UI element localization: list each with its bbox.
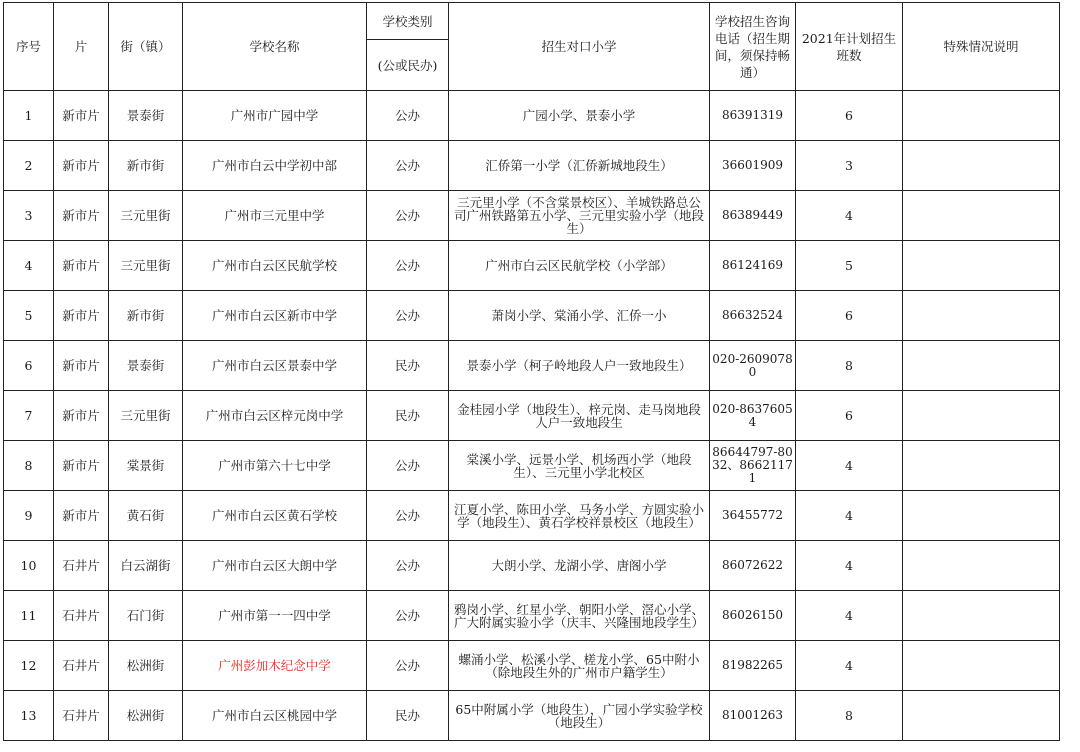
table-row bbox=[4, 441, 1060, 491]
cell-area: 石井片 bbox=[54, 641, 109, 691]
cell-seq: 12 bbox=[4, 641, 54, 691]
cell-seq: 9 bbox=[4, 491, 54, 541]
cell-classes: 4 bbox=[796, 191, 903, 241]
header-seq: 序号 bbox=[4, 3, 54, 91]
header-area: 片 bbox=[54, 3, 109, 91]
cell-phone: 36455772 bbox=[710, 491, 796, 541]
cell-classes: 5 bbox=[796, 241, 903, 291]
cell-area: 新市片 bbox=[54, 191, 109, 241]
cell-seq: 7 bbox=[4, 391, 54, 441]
header-classes: 2021年计划招生班数 bbox=[796, 3, 903, 91]
cell-school-type: 民办 bbox=[367, 691, 449, 741]
cell-seq: 6 bbox=[4, 341, 54, 391]
header-phone: 学校招生咨询电话（招生期间，须保持畅通） bbox=[710, 3, 796, 91]
enrollment-table bbox=[3, 2, 1060, 741]
cell-phone: 36601909 bbox=[710, 141, 796, 191]
table-header bbox=[4, 3, 1060, 91]
cell-street: 新市街 bbox=[109, 291, 183, 341]
header-type-top: 学校类别 bbox=[367, 3, 449, 40]
cell-school-name: 广州市白云中学初中部 bbox=[183, 141, 367, 191]
cell-street: 松洲街 bbox=[109, 691, 183, 741]
table-row bbox=[4, 191, 1060, 241]
cell-school-type: 民办 bbox=[367, 391, 449, 441]
cell-street: 黄石街 bbox=[109, 491, 183, 541]
cell-classes: 6 bbox=[796, 91, 903, 141]
cell-school-type: 公办 bbox=[367, 141, 449, 191]
cell-school-type: 公办 bbox=[367, 591, 449, 641]
cell-classes: 4 bbox=[796, 641, 903, 691]
cell-street: 三元里街 bbox=[109, 191, 183, 241]
cell-school-name: 广州市白云区桃园中学 bbox=[183, 691, 367, 741]
cell-notes bbox=[903, 541, 1060, 591]
cell-street: 三元里街 bbox=[109, 391, 183, 441]
cell-classes: 6 bbox=[796, 391, 903, 441]
cell-classes: 4 bbox=[796, 491, 903, 541]
cell-school-name: 广州市白云区梓元岗中学 bbox=[183, 391, 367, 441]
cell-primary-schools: 大朗小学、龙湖小学、唐阁小学 bbox=[449, 541, 710, 591]
cell-primary-schools: 广园小学、景泰小学 bbox=[449, 91, 710, 141]
cell-area: 新市片 bbox=[54, 141, 109, 191]
table-row bbox=[4, 341, 1060, 391]
cell-primary-schools: 鸦岗小学、红星小学、朝阳小学、滘心小学、广大附属实验小学（庆丰、兴隆围地段学生） bbox=[449, 591, 710, 641]
cell-notes bbox=[903, 91, 1060, 141]
table-body bbox=[4, 91, 1060, 741]
table-row bbox=[4, 591, 1060, 641]
cell-primary-schools: 棠溪小学、远景小学、机场西小学（地段生）、三元里小学北校区 bbox=[449, 441, 710, 491]
cell-area: 新市片 bbox=[54, 441, 109, 491]
cell-school-type: 公办 bbox=[367, 491, 449, 541]
cell-street: 松洲街 bbox=[109, 641, 183, 691]
table-row bbox=[4, 91, 1060, 141]
table-row bbox=[4, 541, 1060, 591]
cell-seq: 10 bbox=[4, 541, 54, 591]
cell-classes: 4 bbox=[796, 591, 903, 641]
header-street: 街（镇） bbox=[109, 3, 183, 91]
header-notes: 特殊情况说明 bbox=[903, 3, 1060, 91]
cell-school-name: 广州市白云区大朗中学 bbox=[183, 541, 367, 591]
cell-area: 新市片 bbox=[54, 341, 109, 391]
cell-primary-schools: 三元里小学（不含棠景校区）、羊城铁路总公司广州铁路第五小学、三元里实验小学（地段生） bbox=[449, 191, 710, 241]
cell-phone: 86389449 bbox=[710, 191, 796, 241]
cell-street: 景泰街 bbox=[109, 341, 183, 391]
cell-primary-schools: 螺涌小学、松溪小学、槎龙小学、65中附小（除地段生外的广州市户籍学生） bbox=[449, 641, 710, 691]
table-row bbox=[4, 141, 1060, 191]
cell-notes bbox=[903, 591, 1060, 641]
cell-school-name: 广州市白云区民航学校 bbox=[183, 241, 367, 291]
cell-phone: 86124169 bbox=[710, 241, 796, 291]
cell-classes: 8 bbox=[796, 341, 903, 391]
cell-seq: 4 bbox=[4, 241, 54, 291]
cell-classes: 4 bbox=[796, 441, 903, 491]
cell-school-type: 公办 bbox=[367, 291, 449, 341]
cell-street: 棠景街 bbox=[109, 441, 183, 491]
table-row bbox=[4, 241, 1060, 291]
cell-classes: 3 bbox=[796, 141, 903, 191]
cell-school-type: 公办 bbox=[367, 441, 449, 491]
cell-notes bbox=[903, 191, 1060, 241]
cell-phone: 81982265 bbox=[710, 641, 796, 691]
table-row bbox=[4, 491, 1060, 541]
cell-notes bbox=[903, 141, 1060, 191]
cell-school-name: 广州市三元里中学 bbox=[183, 191, 367, 241]
header-primary: 招生对口小学 bbox=[449, 3, 710, 91]
cell-school-name: 广州市白云区黄石学校 bbox=[183, 491, 367, 541]
cell-school-type: 公办 bbox=[367, 191, 449, 241]
cell-phone: 86644797-8032、86621171 bbox=[710, 441, 796, 491]
cell-street: 三元里街 bbox=[109, 241, 183, 291]
cell-school-type: 公办 bbox=[367, 241, 449, 291]
cell-phone: 020-26090780 bbox=[710, 341, 796, 391]
cell-phone: 86391319 bbox=[710, 91, 796, 141]
cell-primary-schools: 萧岗小学、棠涌小学、汇侨一小 bbox=[449, 291, 710, 341]
cell-seq: 3 bbox=[4, 191, 54, 241]
cell-street: 景泰街 bbox=[109, 91, 183, 141]
cell-school-type: 公办 bbox=[367, 91, 449, 141]
cell-area: 石井片 bbox=[54, 591, 109, 641]
table-row bbox=[4, 691, 1060, 741]
cell-phone: 86632524 bbox=[710, 291, 796, 341]
cell-seq: 2 bbox=[4, 141, 54, 191]
table-row bbox=[4, 391, 1060, 441]
cell-classes: 4 bbox=[796, 541, 903, 591]
cell-area: 石井片 bbox=[54, 541, 109, 591]
cell-phone: 86026150 bbox=[710, 591, 796, 641]
cell-street: 石门街 bbox=[109, 591, 183, 641]
cell-street: 白云湖街 bbox=[109, 541, 183, 591]
cell-seq: 13 bbox=[4, 691, 54, 741]
cell-phone: 81001263 bbox=[710, 691, 796, 741]
cell-area: 石井片 bbox=[54, 691, 109, 741]
cell-notes bbox=[903, 691, 1060, 741]
cell-school-type: 民办 bbox=[367, 341, 449, 391]
cell-phone: 86072622 bbox=[710, 541, 796, 591]
cell-area: 新市片 bbox=[54, 91, 109, 141]
cell-street: 新市街 bbox=[109, 141, 183, 191]
cell-seq: 5 bbox=[4, 291, 54, 341]
cell-phone: 020-86376054 bbox=[710, 391, 796, 441]
cell-primary-schools: 汇侨第一小学（汇侨新城地段生） bbox=[449, 141, 710, 191]
cell-school-name: 广州市第六十七中学 bbox=[183, 441, 367, 491]
cell-notes bbox=[903, 391, 1060, 441]
cell-notes bbox=[903, 641, 1060, 691]
cell-seq: 1 bbox=[4, 91, 54, 141]
cell-school-name: 广州彭加木纪念中学 bbox=[183, 641, 367, 691]
table-row bbox=[4, 291, 1060, 341]
cell-seq: 11 bbox=[4, 591, 54, 641]
cell-primary-schools: 广州市白云区民航学校（小学部） bbox=[449, 241, 710, 291]
cell-classes: 6 bbox=[796, 291, 903, 341]
cell-primary-schools: 金桂园小学（地段生）、梓元岗、走马岗地段人户一致地段生 bbox=[449, 391, 710, 441]
cell-seq: 8 bbox=[4, 441, 54, 491]
cell-school-type: 公办 bbox=[367, 641, 449, 691]
header-school: 学校名称 bbox=[183, 3, 367, 91]
cell-notes bbox=[903, 241, 1060, 291]
cell-school-name: 广州市广园中学 bbox=[183, 91, 367, 141]
cell-notes bbox=[903, 441, 1060, 491]
cell-school-name: 广州市第一一四中学 bbox=[183, 591, 367, 641]
cell-school-name: 广州市白云区景泰中学 bbox=[183, 341, 367, 391]
cell-area: 新市片 bbox=[54, 291, 109, 341]
cell-area: 新市片 bbox=[54, 491, 109, 541]
cell-primary-schools: 65中附属小学（地段生），广园小学实验学校（地段生） bbox=[449, 691, 710, 741]
cell-school-name: 广州市白云区新市中学 bbox=[183, 291, 367, 341]
cell-area: 新市片 bbox=[54, 391, 109, 441]
cell-primary-schools: 景泰小学（柯子岭地段人户一致地段生） bbox=[449, 341, 710, 391]
cell-primary-schools: 江夏小学、陈田小学、马务小学、方圆实验小学（地段生）、黄石学校祥景校区（地段生） bbox=[449, 491, 710, 541]
cell-area: 新市片 bbox=[54, 241, 109, 291]
table-row bbox=[4, 641, 1060, 691]
cell-classes: 8 bbox=[796, 691, 903, 741]
cell-notes bbox=[903, 291, 1060, 341]
cell-school-type: 公办 bbox=[367, 541, 449, 591]
header-type-bottom: (公或民办) bbox=[367, 40, 449, 91]
cell-notes bbox=[903, 341, 1060, 391]
cell-notes bbox=[903, 491, 1060, 541]
